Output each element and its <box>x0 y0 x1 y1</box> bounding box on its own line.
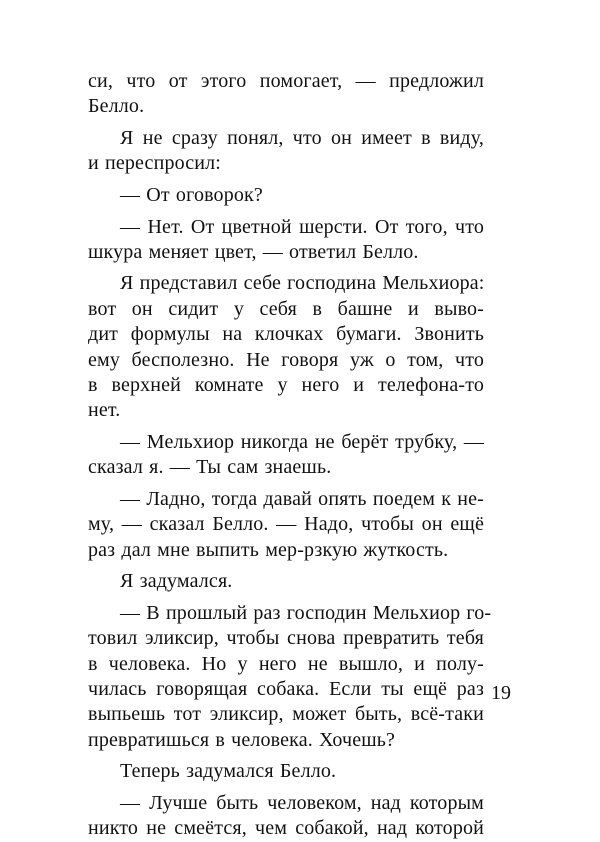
text-line: му, — сказал Белло. — Надо, чтобы он ещё <box>88 513 484 536</box>
text-line: вот он сидит у себя в башне и выво- <box>88 297 484 320</box>
page-number: 19 <box>491 682 511 704</box>
text-line: — Мельхиор никогда не берёт трубку, — <box>120 431 484 454</box>
paragraph <box>88 569 484 594</box>
text-line: раз дал мне выпить мер-рзкую жуткость. <box>88 538 449 561</box>
text-line: превратишься в человека. Хочешь? <box>88 728 396 751</box>
text-line: Белло. <box>88 95 145 118</box>
text-line: Я задумался. <box>120 570 233 593</box>
text-line: — От оговорок? <box>120 183 263 206</box>
text-line: в человека. Но у него не вышло, и полу- <box>88 652 484 675</box>
paragraph <box>88 791 484 842</box>
paragraph <box>88 183 484 208</box>
body-text <box>88 69 492 842</box>
text-line: сказал я. — Ты сам знаешь. <box>88 456 332 479</box>
text-line: выпьешь тот эликсир, может быть, всё-таки <box>88 703 484 726</box>
text-line: Я представил себе господина Мельхиора: <box>120 272 485 295</box>
text-line: Я не сразу понял, что он имеет в виду, <box>120 126 484 149</box>
text-line: чилась говорящая собака. Если ты ещё раз <box>88 678 484 701</box>
text-line: ему бесполезно. Не говоря уж о том, что <box>88 348 484 371</box>
text-line: нет. <box>88 399 121 422</box>
text-line: и переспросил: <box>88 152 221 175</box>
paragraph <box>88 759 484 784</box>
text-line: Теперь задумался Белло. <box>120 760 337 783</box>
text-line: никто не смеётся, чем собакой, над которой <box>88 817 484 840</box>
paragraph <box>88 69 484 120</box>
text-line: — В прошлый раз господин Мельхиор го- <box>120 601 492 624</box>
text-line: дит формулы на клочках бумаги. Звонить <box>88 323 484 346</box>
paragraph <box>88 487 484 563</box>
text-line: си, что от этого помогает, — предложил <box>88 70 484 92</box>
text-line: — Ладно, тогда давай опять поедем к не- <box>120 487 484 510</box>
paragraph <box>88 271 484 423</box>
text-line: — Нет. От цветной шерсти. От того, что <box>120 215 484 238</box>
text-line: товил эликсир, чтобы снова превратить тебя <box>88 627 484 650</box>
paragraph <box>88 601 492 753</box>
paragraph <box>88 430 484 481</box>
text-line: шкура меняет цвет, — ответил Белло. <box>88 240 419 263</box>
text-line: в верхней комнате у него и телефона-то <box>88 374 484 397</box>
paragraph <box>88 126 484 177</box>
paragraph <box>88 215 484 266</box>
text-line: — Лучше быть человеком, над которым <box>120 792 484 815</box>
